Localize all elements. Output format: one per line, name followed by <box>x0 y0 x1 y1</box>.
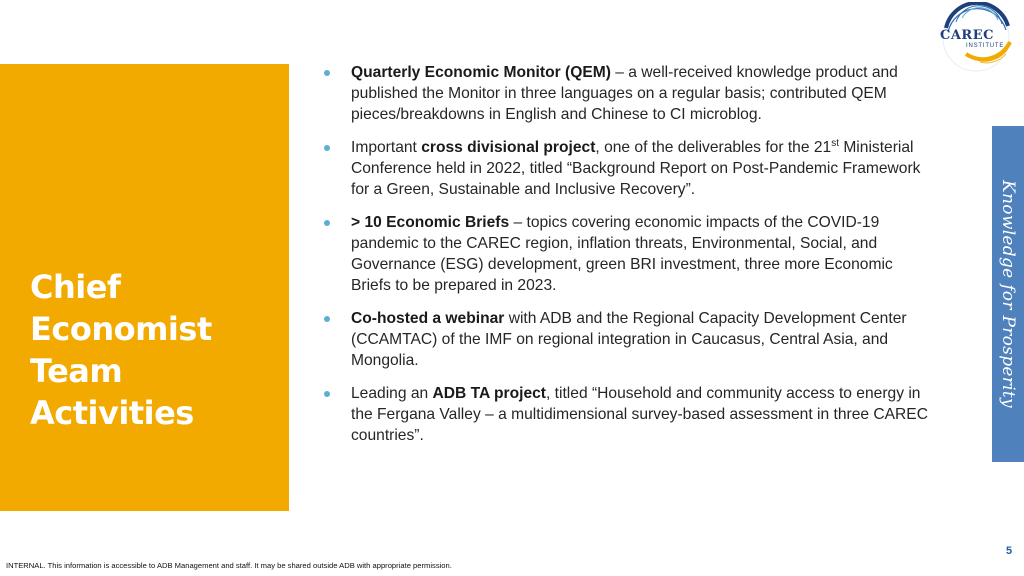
logo-wordmark: CAREC <box>940 28 994 43</box>
bullet-dot-icon <box>324 220 330 226</box>
title-line: Economist <box>30 310 212 348</box>
bullet-dot-icon <box>324 391 330 397</box>
slide-title <box>30 266 212 434</box>
side-tab <box>992 126 1024 462</box>
bullet-item <box>322 212 932 296</box>
logo-subtitle: INSTITUTE <box>966 43 1005 49</box>
bullet-bold: ADB TA project <box>432 385 547 402</box>
bullet-dot-icon <box>324 70 330 76</box>
bullet-superscript: st <box>831 137 839 149</box>
title-line: Chief <box>30 268 121 306</box>
bullet-item <box>322 383 932 446</box>
bullet-list <box>322 62 932 458</box>
bullet-text: – a well-received knowledge product and published the Monitor in three languages on a regular basis; contributed QEM pieces/breakdowns in English and Chinese to CI microblog. <box>351 64 898 123</box>
bullet-text: – topics covering economic impacts of the COVID-19 pandemic to the CAREC region, inflation threats, Environmental, Social, and Governance (ESG) development, green BRI investment, three more Economic Briefs to be prepared in 2023. <box>351 214 893 294</box>
title-panel <box>0 64 289 511</box>
bullet-dot-icon <box>324 145 330 151</box>
bullet-item <box>322 137 932 200</box>
bullet-item <box>322 308 932 371</box>
footer-notice: INTERNAL. This information is accessible to ADB Management and staff. It may be shared outside ADB with appropriate permission. <box>6 561 452 570</box>
title-line: Activities <box>30 394 194 432</box>
bullet-dot-icon <box>324 316 330 322</box>
bullet-text: Ministerial Conference held in 2022, titled “Background Report on Post-Pandemic Framework for a Green, Sustainable and Inclusive Recovery”. <box>351 139 921 198</box>
bullet-text: , one of the deliverables for the 21 <box>595 139 832 156</box>
title-line: Team <box>30 352 123 390</box>
bullet-text: , titled “Household and community access to energy in the Fergana Valley – a multidimensional survey-based assessment in three CAREC countries”. <box>351 385 928 444</box>
bullet-text: Leading an <box>351 385 433 402</box>
bullet-bold: Co-hosted a webinar <box>351 310 505 327</box>
bullet-item <box>322 62 932 125</box>
carec-institute-logo <box>936 2 1016 74</box>
bullet-text: Important <box>351 139 422 156</box>
side-tab-label: Knowledge for Prosperity <box>998 180 1018 408</box>
bullet-bold: > 10 Economic Briefs <box>351 214 510 231</box>
bullet-bold: cross divisional project <box>421 139 596 156</box>
bullet-text: with ADB and the Regional Capacity Development Center (CCAMTAC) of the IMF on regional integration in Caucasus, Central Asia, and Mongolia. <box>351 310 907 369</box>
bullet-bold: Quarterly Economic Monitor (QEM) <box>351 64 611 81</box>
page-number: 5 <box>1006 545 1013 557</box>
